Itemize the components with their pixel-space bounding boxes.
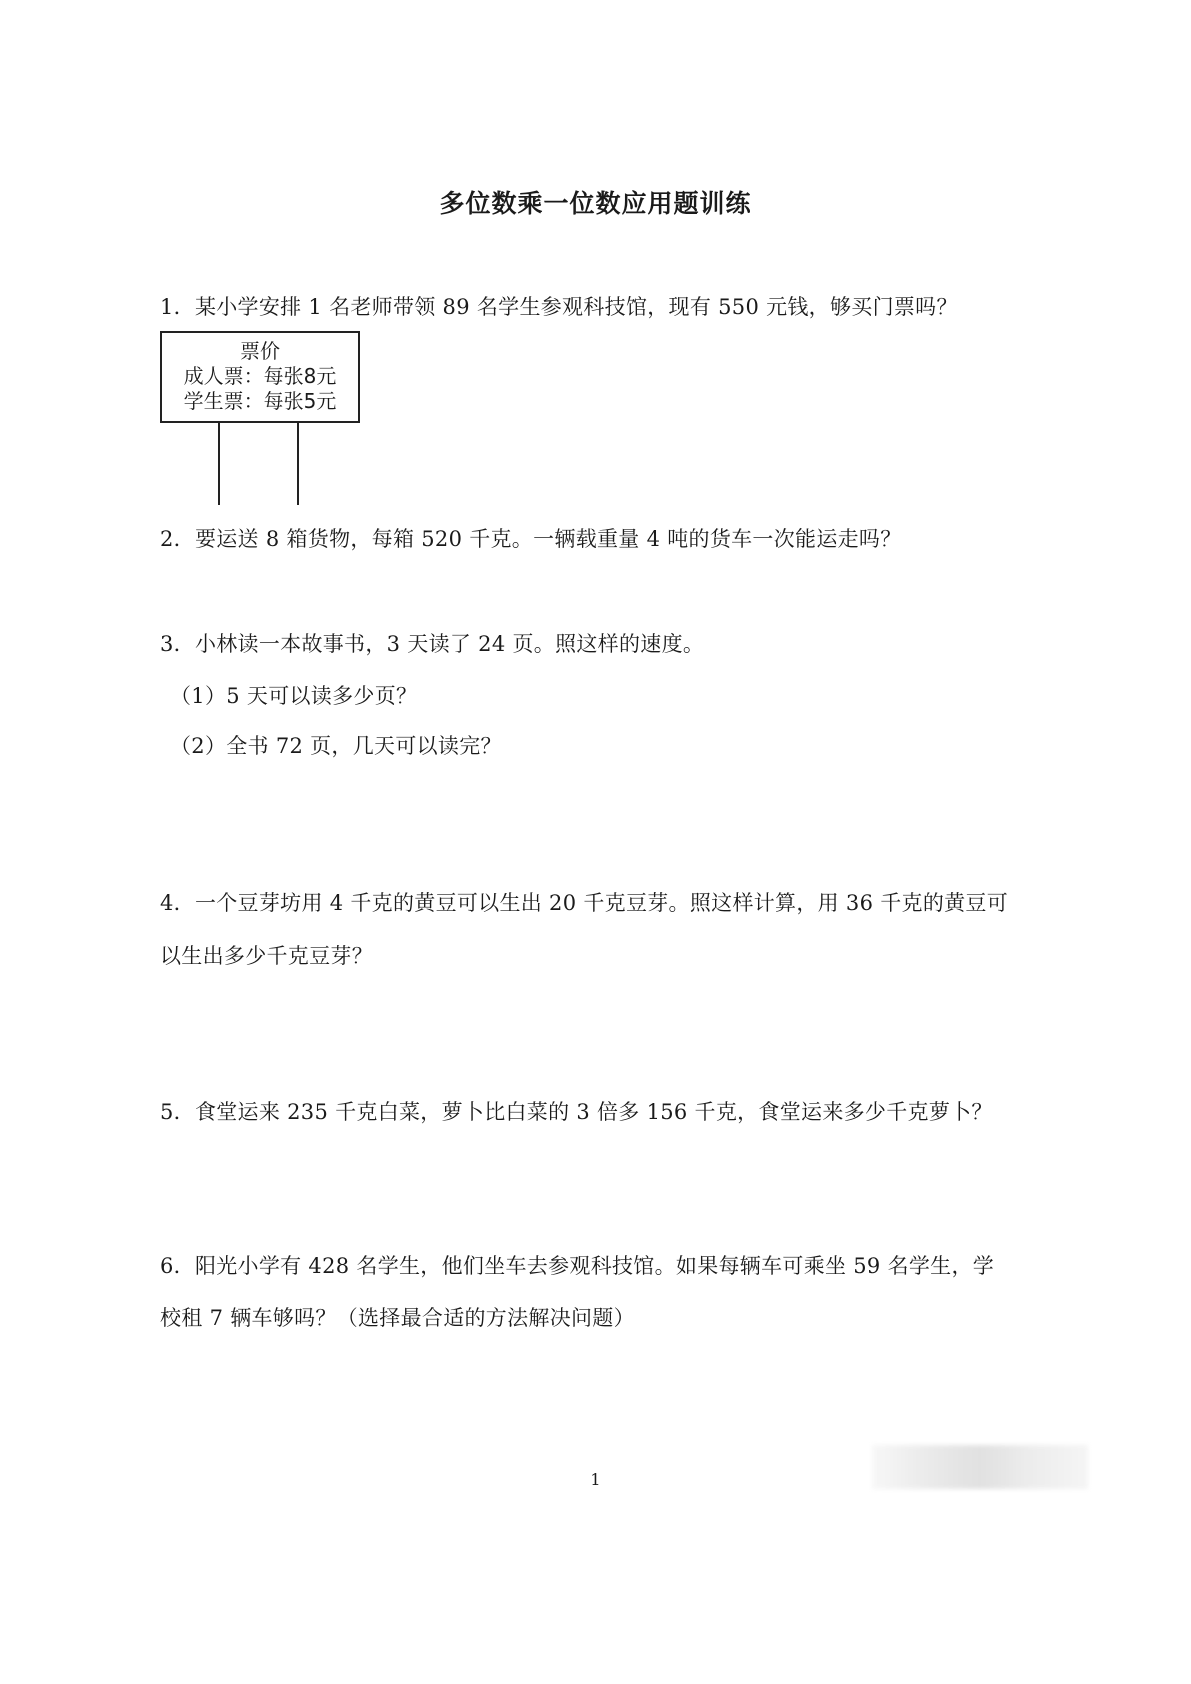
question-1: 1．某小学安排 1 名老师带领 89 名学生参观科技馆，现有 550 元钱，够买门票吗？: [160, 295, 958, 319]
question-4-line-1: 4．一个豆芽坊用 4 千克的黄豆可以生出 20 千克豆芽。照这样计算，用 36 千克的黄豆可: [160, 891, 1009, 915]
question-3-part-2: （2）全书 72 页，几天可以读完？: [170, 734, 502, 758]
question-5: 5．食堂运来 235 千克白菜，萝卜比白菜的 3 倍多 156 千克，食堂运来多少千克萝卜？: [160, 1100, 993, 1124]
page-number: 1: [590, 1470, 601, 1489]
question-6-line-2: 校租 7 辆车够吗？（选择最合适的方法解决问题）: [160, 1306, 635, 1330]
question-4-line-2: 以生出多少千克豆芽？: [160, 944, 373, 968]
question-3: 3．小林读一本故事书，3 天读了 24 页。照这样的速度。: [160, 632, 705, 656]
blurred-watermark: [872, 1445, 1088, 1489]
question-6-line-1: 6．阳光小学有 428 名学生，他们坐车去参观科技馆。如果每辆车可乘坐 59 名学生，学: [160, 1254, 995, 1278]
sign-post-right: [297, 423, 299, 505]
sign-adult-price: 成人票：每张8元: [183, 364, 337, 388]
sign-student-price: 学生票：每张5元: [183, 389, 337, 413]
question-2: 2．要运送 8 箱货物，每箱 520 千克。一辆载重量 4 吨的货车一次能运走吗？: [160, 527, 902, 551]
sign-post-left: [218, 423, 220, 505]
sign-heading: 票价: [240, 339, 280, 363]
ticket-price-sign: [160, 331, 360, 423]
page-title: 多位数乘一位数应用题训练: [439, 189, 752, 218]
question-3-part-1: （1）5 天可以读多少页？: [170, 684, 418, 708]
